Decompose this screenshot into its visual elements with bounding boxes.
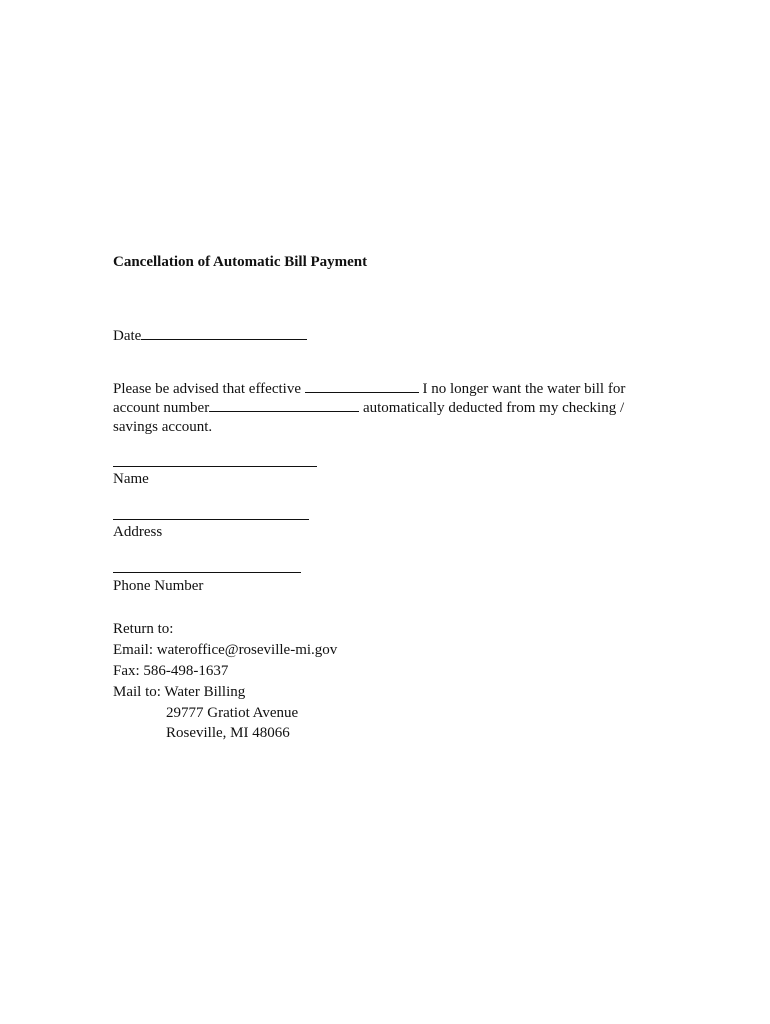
phone-label: Phone Number xyxy=(113,578,204,594)
name-signature-line[interactable] xyxy=(113,466,317,467)
address-label: Address xyxy=(113,524,163,540)
return-street: 29777 Gratiot Avenue xyxy=(166,705,299,721)
paragraph-line-2 xyxy=(113,399,624,418)
return-email: Email: wateroffice@roseville-mi.gov xyxy=(113,642,338,658)
paragraph-line1-start: Please be advised that effective xyxy=(113,381,305,397)
return-heading: Return to: xyxy=(113,621,174,637)
paragraph-line1-end: I no longer want the water bill for xyxy=(418,381,626,397)
address-signature-line[interactable] xyxy=(113,519,309,520)
paragraph-line2-start: account number xyxy=(113,400,210,416)
paragraph-line-3: savings account. xyxy=(113,419,213,435)
date-line xyxy=(113,327,307,346)
paragraph-line-1 xyxy=(113,380,625,399)
document-title: Cancellation of Automatic Bill Payment xyxy=(113,254,368,270)
effective-date-blank[interactable] xyxy=(305,380,419,393)
phone-signature-line[interactable] xyxy=(113,572,301,573)
paragraph-line2-end: automatically deducted from my checking / xyxy=(359,400,625,416)
account-number-blank[interactable] xyxy=(209,399,359,412)
return-mail-to: Mail to: Water Billing xyxy=(113,684,246,700)
return-city: Roseville, MI 48066 xyxy=(166,725,290,741)
date-blank[interactable] xyxy=(141,327,307,340)
name-label: Name xyxy=(113,471,149,487)
return-fax: Fax: 586-498-1637 xyxy=(113,663,229,679)
date-label: Date xyxy=(113,328,142,344)
